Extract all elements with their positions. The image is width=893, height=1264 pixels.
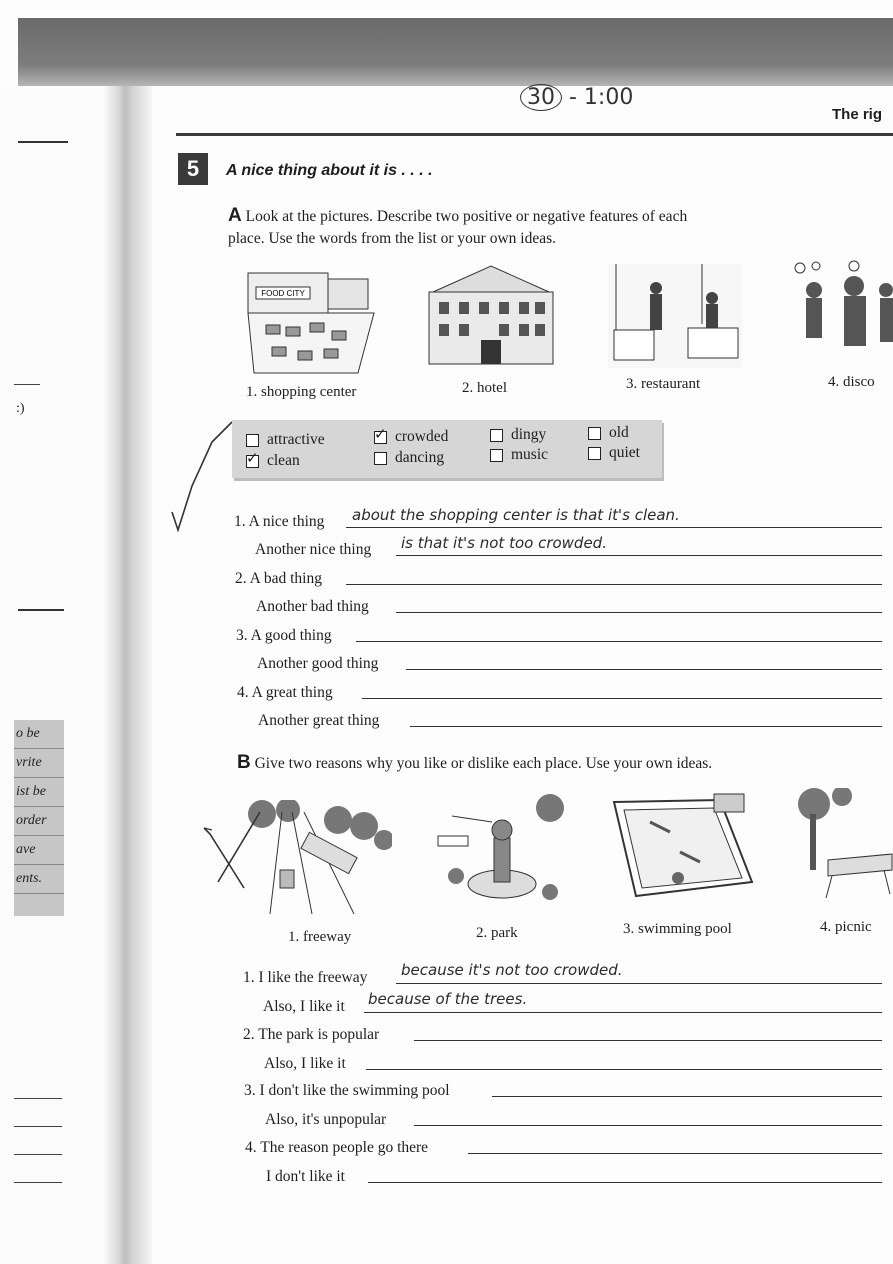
section-number: 5 (178, 153, 208, 185)
left-page-rule (14, 1126, 62, 1127)
left-page-rule (18, 609, 64, 611)
left-page-line: ave (14, 836, 64, 865)
checkbox-checked-icon[interactable] (374, 431, 387, 444)
circled-score: 30 (520, 84, 562, 111)
page-heading: The rig (832, 106, 883, 123)
scan-shadow-band (18, 18, 893, 86)
answer-line[interactable] (406, 669, 882, 670)
word-list-box (232, 420, 662, 478)
left-page-line: order (14, 807, 64, 836)
picture-caption: 4. picnic (820, 919, 872, 935)
left-page-rule (14, 1098, 62, 1099)
exercise-prompt: 1. A nice thing (234, 513, 325, 530)
answer-line (396, 983, 882, 984)
exercise-prompt: 1. I like the freeway (243, 969, 368, 986)
section-title: A nice thing about it is . . . . (226, 162, 433, 179)
exercise-prompt: Another good thing (257, 655, 379, 672)
left-page-line: ents. (14, 865, 64, 894)
checkbox-icon[interactable] (490, 449, 503, 462)
answer-line[interactable] (396, 612, 882, 613)
teacher-cross-icon (200, 808, 274, 892)
restaurant-illustration (608, 264, 742, 368)
checkbox-icon[interactable] (588, 427, 601, 440)
left-page-line: o be (14, 720, 64, 749)
left-page-fragment: :) (16, 401, 25, 416)
shopping-center-illustration (246, 265, 376, 375)
hotel-illustration (423, 262, 559, 368)
word-option[interactable]: dingy (490, 426, 546, 444)
note-suffix: - 1:00 (569, 85, 634, 110)
checkbox-checked-icon[interactable] (246, 455, 259, 468)
part-b-letter: B (237, 752, 251, 773)
exercise-prompt: 3. A good thing (236, 627, 332, 644)
exercise-prompt: 4. The reason people go there (245, 1139, 429, 1156)
answer-line[interactable] (368, 1182, 882, 1183)
handwritten-answer[interactable]: about the shopping center is that it's clean. (352, 506, 680, 524)
answer-line[interactable] (366, 1069, 882, 1070)
answer-line[interactable] (492, 1096, 882, 1097)
word-option[interactable]: ✓ clean (246, 452, 300, 470)
left-page-rule (14, 1182, 62, 1183)
part-b-instructions (237, 752, 712, 775)
left-page-line: vrite (14, 749, 64, 778)
picture-caption: 2. hotel (462, 380, 507, 396)
exercise-prompt: Also, I like it (264, 1055, 346, 1072)
part-a-instructions (228, 205, 687, 250)
handwritten-answer[interactable]: because it's not too crowded. (401, 961, 623, 979)
left-page-rule (14, 1154, 62, 1155)
picture-caption: 3. restaurant (626, 376, 701, 392)
answer-line[interactable] (356, 641, 882, 642)
header-rule (176, 133, 893, 136)
word-option[interactable]: ✓ crowded (374, 428, 448, 446)
exercise-prompt: Also, I like it (263, 998, 345, 1015)
exercise-prompt: Also, it's unpopular (265, 1111, 387, 1128)
answer-line (396, 555, 882, 556)
swimming-pool-illustration (610, 792, 760, 904)
word-option[interactable]: dancing (374, 449, 444, 467)
exercise-prompt: Another bad thing (256, 598, 369, 615)
answer-line[interactable] (362, 698, 882, 699)
answer-line[interactable] (414, 1125, 882, 1126)
answer-line (364, 1012, 882, 1013)
answer-line[interactable] (414, 1040, 882, 1041)
exercise-prompt: Another great thing (258, 712, 380, 729)
park-illustration (432, 792, 570, 914)
left-page-rule (18, 141, 68, 143)
checkbox-icon[interactable] (246, 434, 259, 447)
instruction-line: Look at the pictures. Describe two positive or negative features of each (245, 208, 688, 225)
handwritten-answer[interactable]: is that it's not too crowded. (401, 534, 607, 552)
word-option[interactable]: music (490, 446, 548, 464)
checkbox-icon[interactable] (588, 447, 601, 460)
picture-caption: 3. swimming pool (623, 921, 732, 937)
instruction-line: Give two reasons why you like or dislike each place. Use your own ideas. (254, 755, 713, 772)
disco-illustration (788, 260, 893, 366)
left-page-edge (0, 86, 110, 1264)
answer-line[interactable] (346, 584, 882, 585)
exercise-prompt: 3. I don't like the swimming pool (244, 1082, 450, 1099)
answer-line[interactable] (410, 726, 882, 727)
handwritten-answer[interactable]: because of the trees. (368, 990, 528, 1008)
exercise-prompt: Another nice thing (255, 541, 372, 558)
part-a-letter: A (228, 205, 242, 226)
exercise-prompt: 2. A bad thing (235, 570, 322, 587)
left-page-rule (14, 384, 40, 385)
left-page-box (14, 720, 64, 916)
picture-caption: 2. park (476, 925, 518, 941)
handwritten-note (520, 84, 633, 111)
picture-caption: 1. shopping center (246, 384, 357, 400)
word-option[interactable]: attractive (246, 431, 325, 449)
left-page-line: ist be (14, 778, 64, 807)
teacher-check-icon (168, 420, 238, 532)
picture-caption: 1. freeway (288, 929, 352, 945)
book-gutter-shadow (104, 86, 152, 1264)
food-city-sign: FOOD CITY (261, 289, 305, 298)
word-option[interactable]: quiet (588, 444, 640, 462)
exercise-prompt: 2. The park is popular (243, 1026, 380, 1043)
answer-line (346, 527, 882, 528)
instruction-line: place. Use the words from the list or your own ideas. (228, 230, 557, 247)
checkbox-icon[interactable] (490, 429, 503, 442)
checkbox-icon[interactable] (374, 452, 387, 465)
exercise-prompt: 4. A great thing (237, 684, 333, 701)
word-option[interactable]: old (588, 424, 629, 442)
exercise-prompt: I don't like it (266, 1168, 345, 1185)
picture-caption: 4. disco (828, 374, 875, 390)
picnic-illustration (792, 788, 893, 902)
answer-line[interactable] (468, 1153, 882, 1154)
